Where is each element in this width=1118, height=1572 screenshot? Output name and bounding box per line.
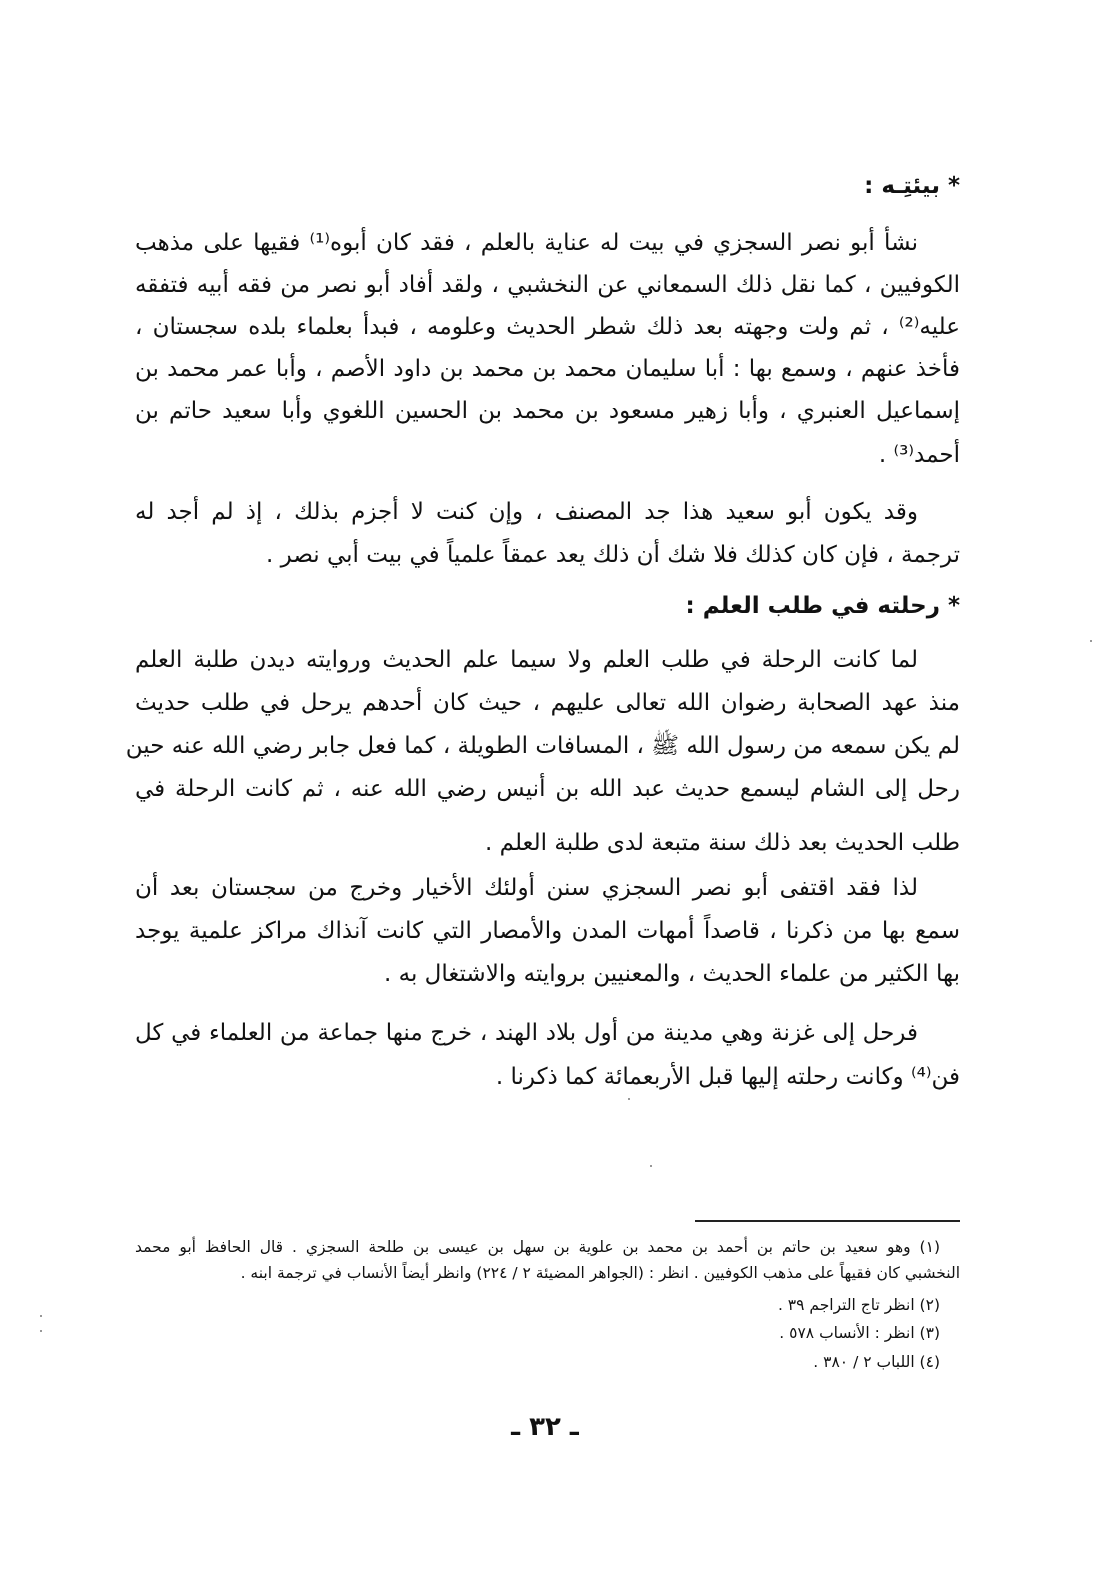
text-line: ترجمة ، فإن كان كذلك فلا شك أن ذلك يعد عمقاً علمياً في بيت أبي نصر . [266, 542, 960, 568]
text-line: لم يكن سمعه من رسول الله ﷺ ، المسافات الطويلة ، كما فعل جابر رضي الله عنه حين [125, 733, 960, 759]
footnote-line: (٣) انظر : الأنساب ٥٧٨ . [779, 1324, 940, 1342]
text-line: فأخذ عنهم ، وسمع بها : أبا سليمان محمد بن محمد بن داود الأصم ، وأبا عمر محمد بن [135, 356, 960, 382]
text-line: بها الكثير من علماء الحديث ، والمعنيين بروايته والاشتغال به . [384, 961, 960, 987]
text-line: نشأ أبو نصر السجزي في بيت له عناية بالعلم ، فقد كان أبوه⁽¹⁾ فقيها على مذهب [135, 230, 918, 256]
footnote-separator [695, 1220, 960, 1222]
text-line: وقد يكون أبو سعيد هذا جد المصنف ، وإن كنت لا أجزم بذلك ، إذ لم أجد له [135, 499, 918, 525]
text-line: لما كانت الرحلة في طلب العلم ولا سيما علم الحديث وروايته ديدن طلبة العلم [135, 647, 918, 673]
footnote-line: (١) وهو سعيد بن حاتم بن أحمد بن محمد بن علوية بن سهل بن عيسى بن طلحة السجزي . قال الحافظ أبو محمد [135, 1238, 940, 1256]
page-number: ـ ٣٢ ـ [511, 1412, 579, 1442]
text-line: الكوفيين ، كما نقل ذلك السمعاني عن النخشبي ، ولقد أفاد أبو نصر من فقه أبيه فتفقه [135, 272, 960, 298]
footnote-line: النخشبي كان فقيهاً على مذهب الكوفيين . انظر : (الجواهر المضيئة ٢ / ٢٢٤) وانظر أيضاً الأنساب في ترجمة ابنه . [240, 1264, 960, 1282]
scan-speck [628, 1098, 630, 1100]
scan-speck [40, 1330, 42, 1332]
text-line: عليه⁽²⁾ ، ثم ولت وجهته بعد ذلك شطر الحديث وعلومه ، فبدأ بعلماء بلده سجستان ، [135, 314, 960, 340]
footnote-line: (٤) اللباب ٢ / ٣٨٠ . [813, 1353, 940, 1371]
scan-speck [650, 1165, 652, 1167]
scan-speck [1090, 640, 1092, 642]
text-line: طلب الحديث بعد ذلك سنة متبعة لدى طلبة العلم . [485, 830, 960, 856]
text-line: منذ عهد الصحابة رضوان الله تعالى عليهم ، حيث كان أحدهم يرحل في طلب حديث [135, 690, 960, 716]
section-heading-travels: * رحلته في طلب العلم : [685, 593, 960, 619]
text-line: فن⁽⁴⁾ وكانت رحلته إليها قبل الأربعمائة كما ذكرنا . [495, 1064, 960, 1090]
text-line: فرحل إلى غزنة وهي مدينة من أول بلاد الهند ، خرج منها جماعة من العلماء في كل [135, 1020, 918, 1046]
text-line: لذا فقد اقتفى أبو نصر السجزي سنن أولئك الأخيار وخرج من سجستان بعد أن [135, 875, 918, 901]
text-line: إسماعيل العنبري ، وأبا زهير مسعود بن محمد بن الحسين اللغوي وأبا سعيد حاتم بن [135, 398, 960, 424]
text-line: أحمد⁽³⁾ . [878, 442, 960, 468]
footnote-line: (٢) انظر تاج التراجم ٣٩ . [777, 1296, 940, 1314]
text-line: سمع بها من ذكرنا ، قاصداً أمهات المدن والأمصار التي كانت آنذاك مراكز علمية يوجد [135, 918, 960, 944]
scan-speck [40, 1315, 42, 1317]
section-heading-environment: * بيئتِـه : [864, 173, 960, 199]
text-line: رحل إلى الشام ليسمع حديث عبد الله بن أنيس رضي الله عنه ، ثم كانت الرحلة في [135, 776, 960, 802]
